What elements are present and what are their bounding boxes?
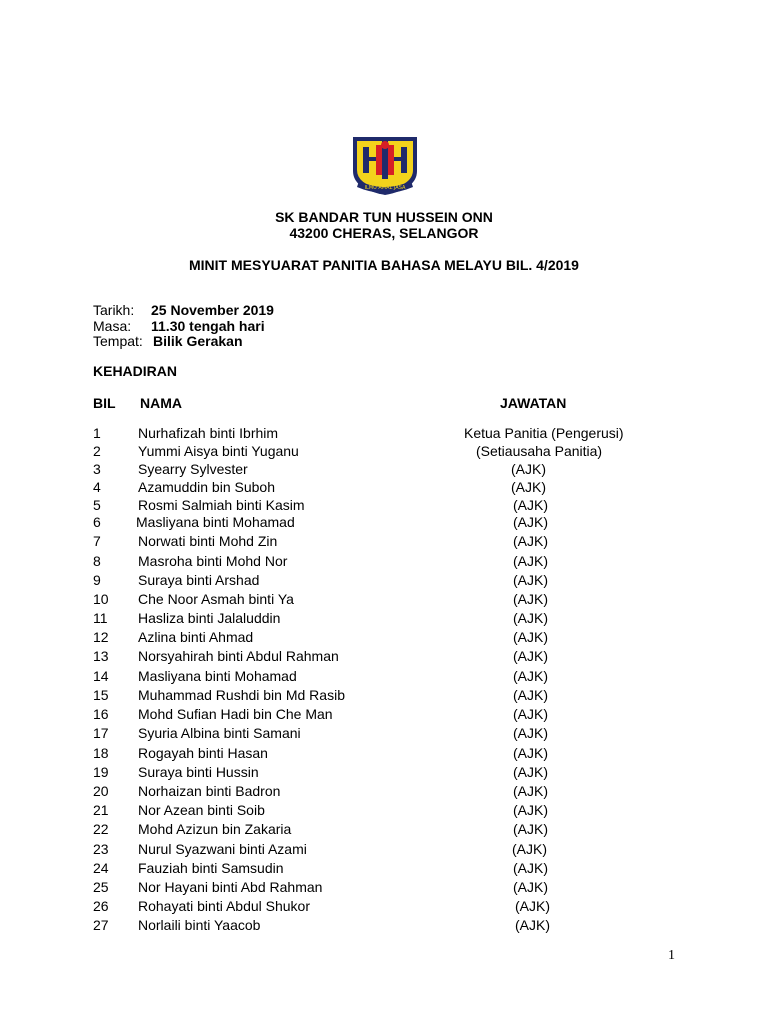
row-bil: 24	[93, 860, 109, 876]
row-nama: Syearry Sylvester	[138, 461, 248, 477]
row-jawatan: (AJK)	[513, 629, 548, 645]
row-jawatan: (AJK)	[513, 745, 548, 761]
row-nama: Azlina binti Ahmad	[138, 629, 254, 645]
row-nama: Nurul Syazwani binti Azami	[138, 841, 307, 857]
row-bil: 17	[93, 725, 109, 741]
row-jawatan: (AJK)	[513, 764, 548, 780]
row-nama: Rogayah binti Hasan	[138, 745, 268, 761]
masa-value: 11.30 tengah hari	[151, 318, 265, 334]
attendance-row	[0, 745, 768, 763]
row-bil: 25	[93, 879, 109, 895]
attendance-row	[0, 764, 768, 782]
row-nama: Nor Hayani binti Abd Rahman	[138, 879, 323, 895]
tarikh-value: 25 November 2019	[151, 302, 274, 318]
row-jawatan: (AJK)	[513, 783, 548, 799]
row-nama: Nurhafizah binti Ibrhim	[138, 425, 279, 441]
page-number: 1	[668, 948, 675, 963]
attendance-row	[0, 687, 768, 705]
tempat-label: Tempat:	[93, 333, 143, 349]
svg-text:ILMU AMAL JASA: ILMU AMAL JASA	[364, 185, 406, 191]
attendance-row	[0, 860, 768, 878]
column-header-jawatan: JAWATAN	[500, 395, 567, 411]
row-nama: Suraya binti Arshad	[138, 572, 260, 588]
row-jawatan: (AJK)	[512, 841, 547, 857]
meta-masa	[93, 318, 265, 334]
row-jawatan: (AJK)	[513, 706, 548, 722]
row-bil: 14	[93, 668, 109, 684]
row-nama: Masliyana binti Mohamad	[138, 668, 297, 684]
attendance-row	[0, 514, 768, 532]
row-jawatan: (AJK)	[511, 461, 546, 477]
attendance-row	[0, 497, 768, 515]
row-jawatan: (AJK)	[513, 879, 548, 895]
row-bil: 18	[93, 745, 109, 761]
row-jawatan: (AJK)	[513, 668, 548, 684]
row-jawatan: (AJK)	[513, 572, 548, 588]
row-bil: 20	[93, 783, 109, 799]
row-nama: Norhaizan binti Badron	[138, 783, 281, 799]
meta-tarikh	[93, 302, 274, 318]
row-bil: 11	[93, 610, 108, 626]
row-bil: 16	[93, 706, 109, 722]
attendance-row	[0, 821, 768, 839]
attendance-row	[0, 591, 768, 609]
school-name: SK BANDAR TUN HUSSEIN ONN	[275, 209, 493, 225]
row-bil: 7	[93, 533, 101, 549]
row-jawatan: (AJK)	[513, 514, 548, 530]
row-nama: Nor Azean binti Soib	[138, 802, 265, 818]
row-jawatan: (AJK)	[513, 648, 548, 664]
attendance-row	[0, 783, 768, 801]
row-bil: 4	[93, 479, 101, 495]
attendance-row	[0, 572, 768, 590]
row-bil: 1	[93, 425, 101, 441]
column-header-bil: BIL	[93, 395, 116, 411]
row-bil: 26	[93, 898, 109, 914]
row-bil: 15	[93, 687, 109, 703]
row-jawatan: (AJK)	[513, 553, 548, 569]
row-jawatan: (Setiausaha Panitia)	[476, 443, 603, 459]
tempat-value: Bilik Gerakan	[153, 333, 243, 349]
row-jawatan: (AJK)	[513, 591, 548, 607]
row-jawatan: (AJK)	[515, 917, 550, 933]
row-bil: 13	[93, 648, 109, 664]
attendance-row	[0, 553, 768, 571]
attendance-row	[0, 879, 768, 897]
attendance-row	[0, 898, 768, 916]
row-nama: Che Noor Asmah binti Ya	[138, 591, 294, 607]
meta-tempat	[93, 333, 243, 349]
school-crest-logo	[349, 133, 421, 199]
row-jawatan: (AJK)	[513, 802, 548, 818]
row-bil: 23	[93, 841, 109, 857]
attendance-row	[0, 425, 768, 443]
attendance-row	[0, 533, 768, 551]
row-nama: Norlaili binti Yaacob	[138, 917, 261, 933]
attendance-row	[0, 668, 768, 686]
row-bil: 21	[93, 802, 109, 818]
row-jawatan: (AJK)	[513, 497, 548, 513]
row-bil: 8	[93, 553, 101, 569]
row-nama: Fauziah binti Samsudin	[138, 860, 284, 876]
row-bil: 5	[93, 497, 101, 513]
row-jawatan: (AJK)	[513, 687, 548, 703]
attendance-row	[0, 629, 768, 647]
row-jawatan: (AJK)	[513, 821, 548, 837]
row-jawatan: (AJK)	[513, 725, 548, 741]
attendance-row	[0, 802, 768, 820]
row-nama: Masroha binti Mohd Nor	[138, 553, 288, 569]
row-nama: Rosmi Salmiah binti Kasim	[138, 497, 305, 513]
row-bil: 22	[93, 821, 109, 837]
row-bil: 19	[93, 764, 109, 780]
attendance-row	[0, 841, 768, 859]
row-nama: Rohayati binti Abdul Shukor	[138, 898, 310, 914]
school-address: 43200 CHERAS, SELANGOR	[289, 225, 479, 241]
row-nama: Mohd Sufian Hadi bin Che Man	[138, 706, 333, 722]
row-bil: 10	[93, 591, 109, 607]
row-jawatan: (AJK)	[515, 898, 550, 914]
attendance-heading: KEHADIRAN	[93, 363, 177, 379]
attendance-row	[0, 479, 768, 497]
row-jawatan: (AJK)	[513, 533, 548, 549]
row-nama: Hasliza binti Jalaluddin	[138, 610, 281, 626]
row-nama: Syuria Albina binti Samani	[138, 725, 301, 741]
row-bil: 12	[93, 629, 109, 645]
row-nama: Masliyana binti Mohamad	[136, 514, 295, 530]
attendance-row	[0, 443, 768, 461]
row-nama: Azamuddin bin Suboh	[138, 479, 275, 495]
attendance-row	[0, 725, 768, 743]
row-jawatan: Ketua Panitia (Pengerusi)	[464, 425, 624, 441]
tarikh-label: Tarikh:	[93, 302, 135, 318]
masa-label: Masa:	[93, 318, 132, 334]
row-nama: Norwati binti Mohd Zin	[138, 533, 278, 549]
row-nama: Yummi Aisya binti Yuganu	[138, 443, 299, 459]
attendance-row	[0, 917, 768, 935]
row-nama: Muhammad Rushdi bin Md Rasib	[138, 687, 345, 703]
row-bil: 27	[93, 917, 109, 933]
row-bil: 3	[93, 461, 101, 477]
column-header-nama: NAMA	[140, 395, 182, 411]
document-title: MINIT MESYUARAT PANITIA BAHASA MELAYU BIL. 4/2019	[189, 257, 579, 273]
attendance-row	[0, 610, 768, 628]
row-jawatan: (AJK)	[513, 610, 548, 626]
attendance-row	[0, 461, 768, 479]
row-nama: Mohd Azizun bin Zakaria	[138, 821, 292, 837]
row-nama: Suraya binti Hussin	[138, 764, 259, 780]
attendance-row	[0, 648, 768, 666]
attendance-row	[0, 706, 768, 724]
row-jawatan: (AJK)	[513, 860, 548, 876]
row-jawatan: (AJK)	[511, 479, 546, 495]
row-nama: Norsyahirah binti Abdul Rahman	[138, 648, 339, 664]
row-bil: 6	[93, 514, 101, 530]
row-bil: 2	[93, 443, 101, 459]
row-bil: 9	[93, 572, 101, 588]
